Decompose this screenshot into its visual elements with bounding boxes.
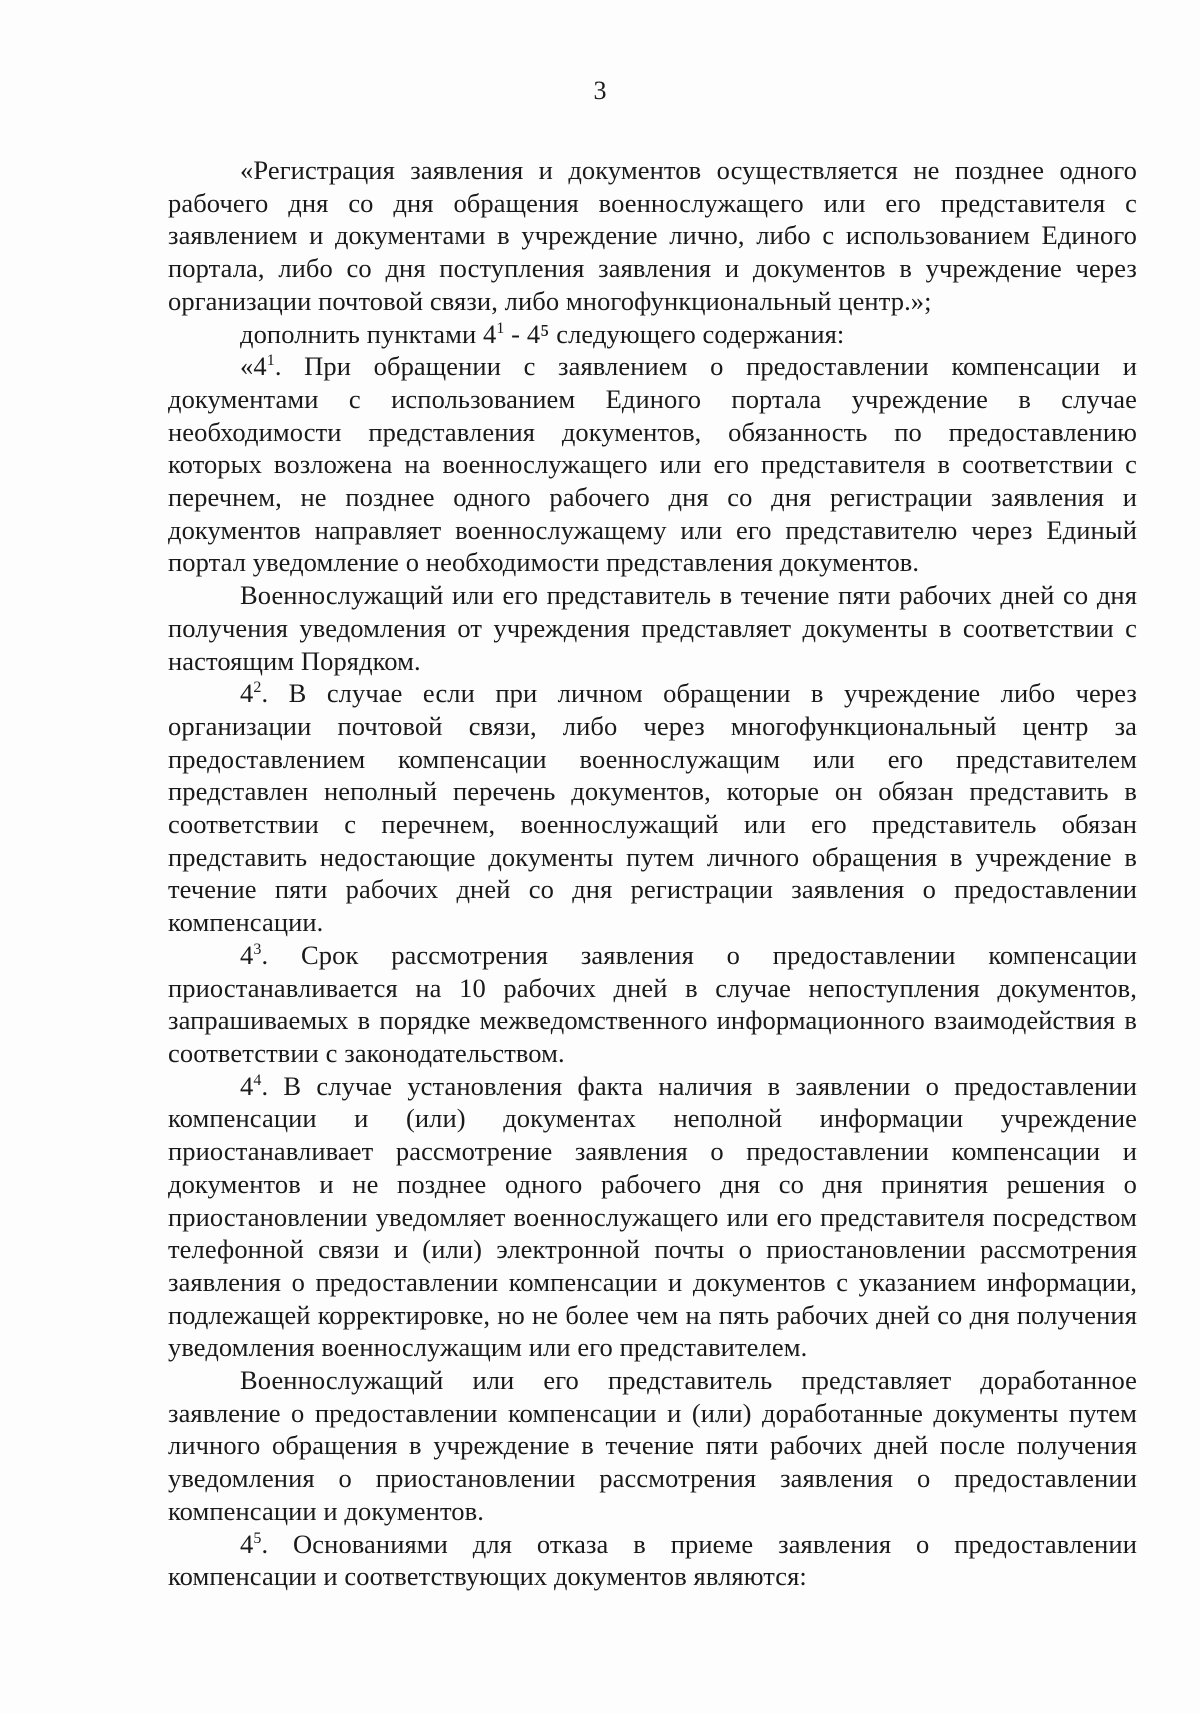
paragraph-item-4-4: $4^4$. В случае установления факта наличия в заявлении о предоставлении компенсации и (или) документах неполной информации учреждение приостанавливает рассмотрение заявления о предоставлении компенсации и документов и не позднее одного рабочего дня со дня принятия решения о приостановлении уведомляет военнослужащего или его представителя посредством телефонной связи и (или) электронной почты о приостановлении рассмотрения заявления о предоставлении компенсации и документов с указанием информации, подлежащей корректировке, но не более чем на пять рабочих дней со дня получения уведомления военнослужащим или его представителем. [168,1070,1137,1363]
document-body [168,154,1137,1593]
paragraph-item-4-3: $4^3$. Срок рассмотрения заявления о предоставлении компенсации приостанавливается на 10 рабочих дней в случае непоступления документов, запрашиваемых в порядке межведомственного информационного взаимодействия в соответствии с законодательством. [168,939,1137,1068]
paragraph-item-4-1: «$4^1$. При обращении с заявлением о предоставлении компенсации и документами с использованием Единого портала учреждение в случае необходимости представления документов, обязанность по предоставлению которых возложена на военнослужащего или его представителя в соответствии с перечнем, не позднее одного рабочего дня со дня регистрации заявления и документов направляет военнослужащему или его представителю через Единый портал уведомление о необходимости представления документов. [168,351,1137,578]
page-number: 3 [593,76,607,105]
paragraph-item-4-4-cont: Военнослужащий или его представитель представляет доработанное заявление о предоставлении компенсации и (или) доработанные документы путем личного обращения в учреждение в течение пяти рабочих дней после получения уведомления о приостановлении рассмотрения заявления о предоставлении компенсации и документов. [168,1365,1137,1526]
paragraph-item-4-1-cont: Военнослужащий или его представитель в течение пяти рабочих дней со дня получения уведомления от учреждения представляет документы в соответствии с настоящим Порядком. [168,580,1137,676]
paragraph-amend-intro: дополнить пунктами $4^1 - 4^5$ следующего содержания: [240,318,845,349]
paragraph-item-4-2: $4^2$. В случае если при личном обращении в учреждение либо через организации почтовой связи, либо через многофункциональный центр за предоставлением компенсации военнослужащим или его представителем представлен неполный перечень документов, которые он обязан представить в соответствии с перечнем, военнослужащий или его представитель обязан представить недостающие документы путем личного обращения в учреждение в течение пяти рабочих дней со дня регистрации заявления о предоставлении компенсации. [168,678,1137,938]
paragraph-item-4-5: $4^5$. Основаниями для отказа в приеме заявления о предоставлении компенсации и соответствующих документов являются: [168,1528,1137,1592]
paragraph-registration: «Регистрация заявления и документов осуществляется не позднее одного рабочего дня со дня обращения военнослужащего или его представителя с заявлением и документами в учреждение лично, либо с использованием Единого портала, либо со дня поступления заявления и документов в учреждение через организации почтовой связи, либо многофункциональный центр.»; [168,155,1137,316]
